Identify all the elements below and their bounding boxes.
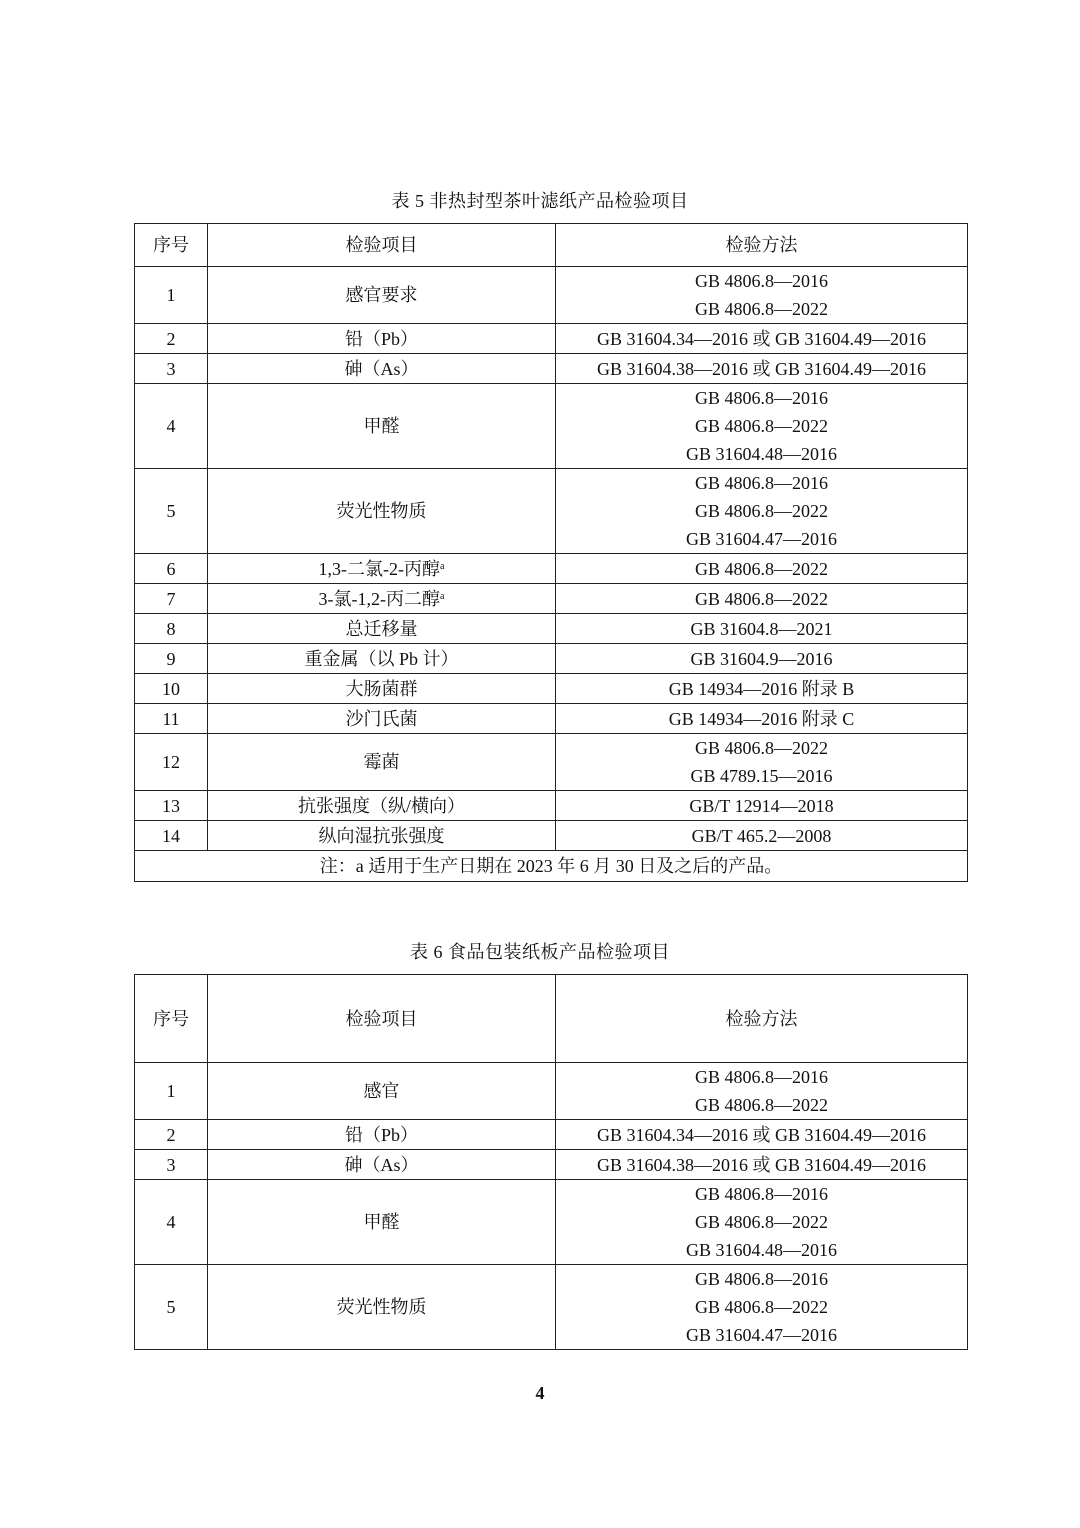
item-label: 1,3-二氯-2-丙醇 bbox=[318, 558, 441, 579]
method-standard: GB 31604.34—2016 或 GB 31604.49—2016 bbox=[596, 328, 926, 349]
method-standard: GB 4806.8—2022 bbox=[694, 1095, 828, 1115]
table-row bbox=[135, 1120, 968, 1150]
table-row bbox=[135, 1180, 968, 1265]
row-number: 2 bbox=[135, 324, 208, 354]
table-row bbox=[135, 384, 968, 469]
method-standard: GB 4806.8—2022 bbox=[694, 558, 828, 579]
table6-caption: 表 6 食品包装纸板产品检验项目 bbox=[410, 942, 670, 962]
inspection-methods bbox=[556, 584, 968, 614]
inspection-item bbox=[208, 734, 556, 791]
inspection-methods bbox=[556, 791, 968, 821]
method-standard: GB 4806.8—2022 bbox=[694, 501, 828, 521]
table-row bbox=[135, 1265, 968, 1350]
inspection-item bbox=[208, 554, 556, 584]
item-label: 砷（As） bbox=[344, 1154, 419, 1175]
table6-header-row bbox=[135, 975, 968, 1063]
inspection-methods bbox=[556, 324, 968, 354]
inspection-item bbox=[208, 614, 556, 644]
row-number: 6 bbox=[135, 554, 208, 584]
method-standard: GB 4806.8—2022 bbox=[694, 416, 828, 436]
item-label: 纵向湿抗张强度 bbox=[318, 825, 445, 846]
inspection-item bbox=[208, 674, 556, 704]
table5-header-row bbox=[135, 224, 968, 267]
inspection-item bbox=[208, 384, 556, 469]
method-standard: GB/T 465.2—2008 bbox=[691, 825, 832, 846]
table-row bbox=[135, 584, 968, 614]
item-label: 沙门氏菌 bbox=[345, 708, 418, 729]
inspection-methods bbox=[556, 734, 968, 791]
item-label: 霉菌 bbox=[363, 752, 400, 772]
row-number: 11 bbox=[135, 704, 208, 734]
inspection-item bbox=[208, 644, 556, 674]
method-standard: GB 31604.48—2016 bbox=[685, 444, 837, 464]
method-standard: GB 14934—2016 附录 B bbox=[668, 678, 855, 699]
table-row bbox=[135, 614, 968, 644]
table-row bbox=[135, 704, 968, 734]
inspection-item bbox=[208, 469, 556, 554]
row-number: 7 bbox=[135, 584, 208, 614]
item-label: 大肠菌群 bbox=[345, 678, 418, 699]
row-number: 13 bbox=[135, 791, 208, 821]
inspection-item bbox=[208, 1063, 556, 1120]
table-row bbox=[135, 674, 968, 704]
row-number: 5 bbox=[135, 1265, 208, 1350]
footnote-marker: a bbox=[440, 560, 445, 572]
inspection-methods bbox=[556, 821, 968, 851]
table-row bbox=[135, 1150, 968, 1180]
method-standard: GB 31604.38—2016 或 GB 31604.49—2016 bbox=[596, 1154, 926, 1175]
method-standard: GB 31604.47—2016 bbox=[685, 1325, 837, 1345]
row-number: 14 bbox=[135, 821, 208, 851]
inspection-methods bbox=[556, 554, 968, 584]
inspection-methods bbox=[556, 644, 968, 674]
inspection-item bbox=[208, 1150, 556, 1180]
row-number: 3 bbox=[135, 1150, 208, 1180]
row-number: 3 bbox=[135, 354, 208, 384]
row-number: 2 bbox=[135, 1120, 208, 1150]
table-row bbox=[135, 267, 968, 324]
item-label: 感官要求 bbox=[345, 285, 418, 305]
method-standard: GB 31604.9—2016 bbox=[690, 648, 833, 669]
item-label: 感官 bbox=[363, 1081, 400, 1101]
inspection-methods bbox=[556, 1180, 968, 1265]
item-label: 砷（As） bbox=[344, 358, 419, 379]
table5-caption: 表 5 非热封型茶叶滤纸产品检验项目 bbox=[391, 191, 689, 211]
method-standard: GB/T 12914—2018 bbox=[689, 795, 834, 816]
method-standard: GB 4806.8—2016 bbox=[694, 271, 828, 291]
item-label: 总迁移量 bbox=[345, 618, 418, 639]
method-standard: GB 4806.8—2022 bbox=[694, 299, 828, 319]
row-number: 1 bbox=[135, 267, 208, 324]
row-number: 4 bbox=[135, 384, 208, 469]
method-standard: GB 4806.8—2022 bbox=[694, 588, 828, 609]
inspection-item bbox=[208, 1265, 556, 1350]
table-row bbox=[135, 324, 968, 354]
method-standard: GB 31604.47—2016 bbox=[685, 529, 837, 549]
row-number: 4 bbox=[135, 1180, 208, 1265]
method-standard: GB 4806.8—2016 bbox=[694, 1184, 828, 1204]
item-label: 铅（Pb） bbox=[344, 1124, 418, 1145]
footnote-marker: a bbox=[440, 590, 445, 602]
header-no: 序号 bbox=[135, 975, 208, 1063]
table-row bbox=[135, 821, 968, 851]
method-standard: GB 31604.34—2016 或 GB 31604.49—2016 bbox=[596, 1124, 926, 1145]
row-number: 8 bbox=[135, 614, 208, 644]
method-standard: GB 4789.15—2016 bbox=[690, 766, 833, 786]
table5-note-row bbox=[135, 851, 968, 882]
row-number: 5 bbox=[135, 469, 208, 554]
method-standard: GB 31604.38—2016 或 GB 31604.49—2016 bbox=[596, 358, 926, 379]
inspection-item bbox=[208, 1180, 556, 1265]
table6 bbox=[134, 974, 968, 1350]
item-label: 抗张强度（纵/横向） bbox=[297, 795, 465, 816]
item-label: 荧光性物质 bbox=[336, 1297, 427, 1317]
item-label: 3-氯-1,2-丙二醇 bbox=[318, 588, 441, 609]
method-standard: GB 31604.48—2016 bbox=[685, 1240, 837, 1260]
inspection-methods bbox=[556, 469, 968, 554]
inspection-item bbox=[208, 1120, 556, 1150]
inspection-methods bbox=[556, 354, 968, 384]
method-standard: GB 31604.8—2021 bbox=[690, 618, 833, 639]
inspection-item bbox=[208, 354, 556, 384]
table-row bbox=[135, 644, 968, 674]
header-item: 检验项目 bbox=[208, 224, 556, 267]
method-standard: GB 4806.8—2022 bbox=[694, 1212, 828, 1232]
inspection-methods bbox=[556, 704, 968, 734]
table5-note: 注：a 适用于生产日期在 2023 年 6 月 30 日及之后的产品。 bbox=[135, 851, 968, 882]
method-standard: GB 14934—2016 附录 C bbox=[668, 708, 855, 729]
inspection-methods bbox=[556, 1150, 968, 1180]
method-standard: GB 4806.8—2016 bbox=[694, 1067, 828, 1087]
item-label: 荧光性物质 bbox=[336, 501, 427, 521]
inspection-methods bbox=[556, 614, 968, 644]
row-number: 10 bbox=[135, 674, 208, 704]
item-label: 甲醛 bbox=[363, 1212, 400, 1232]
table-row bbox=[135, 791, 968, 821]
table-row bbox=[135, 554, 968, 584]
inspection-item bbox=[208, 267, 556, 324]
header-no: 序号 bbox=[135, 224, 208, 267]
inspection-item bbox=[208, 791, 556, 821]
inspection-item bbox=[208, 821, 556, 851]
item-label: 铅（Pb） bbox=[344, 328, 418, 349]
item-label: 甲醛 bbox=[363, 416, 400, 436]
inspection-item bbox=[208, 704, 556, 734]
inspection-methods bbox=[556, 1120, 968, 1150]
inspection-methods bbox=[556, 1265, 968, 1350]
inspection-methods bbox=[556, 674, 968, 704]
row-number: 9 bbox=[135, 644, 208, 674]
row-number: 1 bbox=[135, 1063, 208, 1120]
table-row bbox=[135, 469, 968, 554]
inspection-item bbox=[208, 324, 556, 354]
method-standard: GB 4806.8—2022 bbox=[694, 738, 828, 758]
table-row bbox=[135, 354, 968, 384]
method-standard: GB 4806.8—2022 bbox=[694, 1297, 828, 1317]
header-method: 检验方法 bbox=[556, 224, 968, 267]
method-standard: GB 4806.8—2016 bbox=[694, 388, 828, 408]
method-standard: GB 4806.8—2016 bbox=[694, 1269, 828, 1289]
header-method: 检验方法 bbox=[556, 975, 968, 1063]
table-row bbox=[135, 1063, 968, 1120]
item-label: 重金属（以 Pb 计） bbox=[304, 648, 459, 669]
page-number: 4 bbox=[535, 1383, 545, 1403]
inspection-methods bbox=[556, 1063, 968, 1120]
row-number: 12 bbox=[135, 734, 208, 791]
table-row bbox=[135, 734, 968, 791]
header-item: 检验项目 bbox=[208, 975, 556, 1063]
table5 bbox=[134, 223, 968, 882]
inspection-methods bbox=[556, 384, 968, 469]
inspection-methods bbox=[556, 267, 968, 324]
inspection-item bbox=[208, 584, 556, 614]
method-standard: GB 4806.8—2016 bbox=[694, 473, 828, 493]
